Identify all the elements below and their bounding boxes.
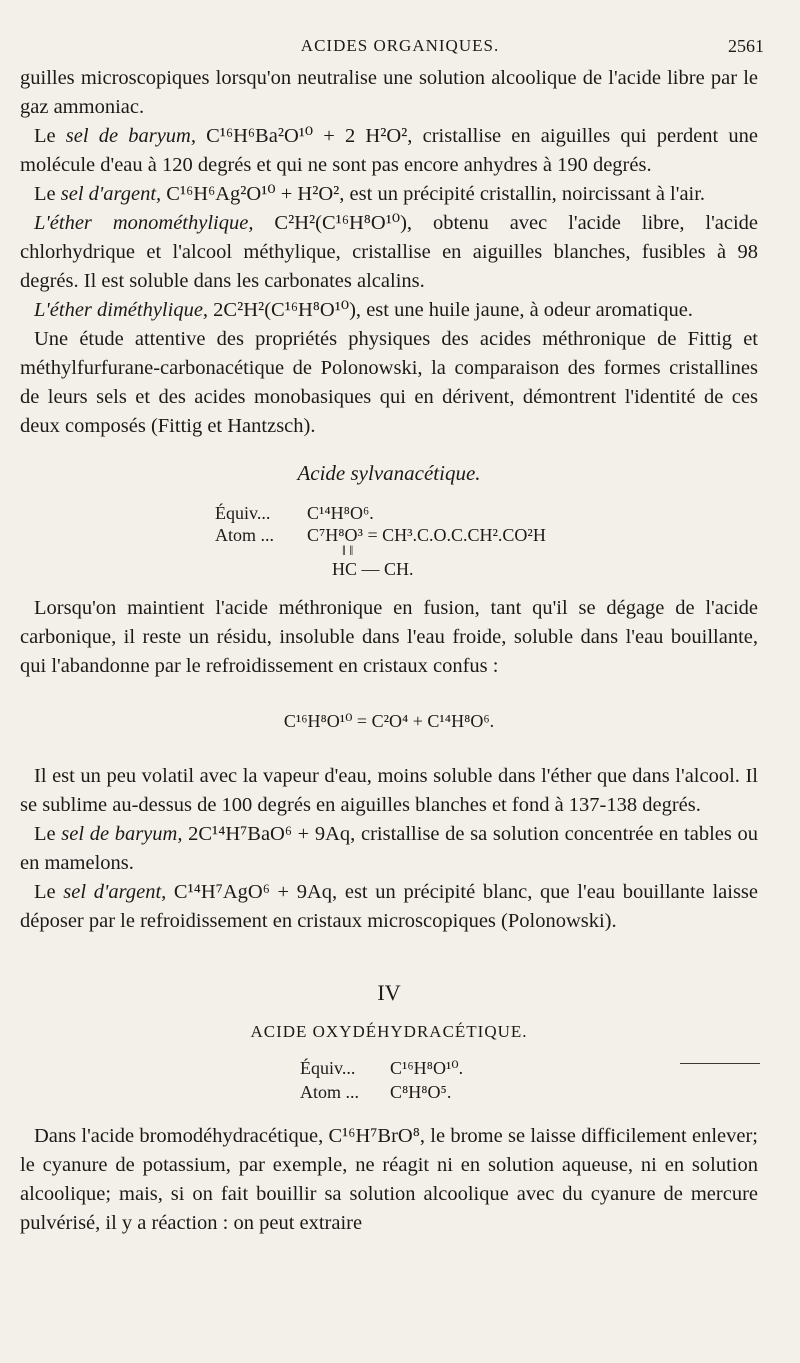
running-title: ACIDES ORGANIQUES.	[300, 36, 500, 55]
section-title-oxydehydracetic: ACIDE OXYDÉHYDRACÉTIQUE.	[250, 1022, 528, 1041]
formula-silver-salt: C¹⁴H⁷AgO⁶ + 9Aq,	[166, 881, 345, 903]
atom-value: C⁷H⁸O³ = CH³.C.O.C.CH².CO²H	[307, 525, 546, 545]
paragraph-bromo: Dans l'acide bromodéhydracétique, C¹⁶H⁷BrO⁸, le brome se laisse difficilement enlever; le cyanure de potassium, par exemple, ne réagit ni en solution aqueuse, ni en solution alcoolique; mais, si on fait bouillir sa solution alcoolique avec du cyanure de mercure pulvérisé, il y a réaction : on peut extraire	[20, 1125, 758, 1234]
equation-decomposition: C¹⁶H⁸O¹⁰ = C²O⁴ + C¹⁴H⁸O⁶.	[283, 711, 495, 731]
term-monomethyl-ether: L'éther monométhylique,	[34, 212, 254, 234]
atom-label: Atom ...	[300, 1082, 360, 1102]
paragraph-barium-salt-2	[20, 820, 758, 878]
text-rest: obtenu avec l'acide libre, l'acide chlorhydrique et l'alcool méthylique, cristallise en aiguilles blanches, fusibles à 98 degrés. Il est soluble dans les carbonates alcalins.	[20, 212, 759, 292]
paragraph-volatility: Il est un peu volatil avec la vapeur d'eau, moins soluble dans l'éther que dans l'alcool. Il se sublime au-dessus de 100 degrés en aiguilles blanches et fond à 137-138 degrés.	[20, 765, 758, 816]
equiv-value: C¹⁴H⁸O⁶.	[307, 503, 374, 523]
text-lead: Le	[34, 823, 62, 845]
formula-block-sylvanacetic	[215, 502, 758, 546]
paragraph-barium-salt	[20, 122, 758, 180]
page-number: 2561	[728, 36, 764, 56]
section-title-sylvanacetic: Acide sylvanacétique.	[297, 461, 481, 485]
text-rest: est une huile jaune, à odeur aromatique.	[366, 299, 693, 321]
equiv-value: C¹⁶H⁸O¹⁰.	[390, 1058, 464, 1078]
formula-barium-salt: 2C¹⁴H⁷BaO⁶ + 9Aq,	[182, 823, 361, 845]
paragraph-continued: guilles microscopiques lorsqu'on neutralise une solution alcoolique de l'acide libre par le gaz ammoniac.	[20, 67, 758, 118]
text-lead: Le	[34, 881, 64, 903]
formula-silver-salt: C¹⁶H⁶Ag²O¹⁰ + H²O²,	[161, 183, 350, 205]
page-body	[20, 64, 758, 1238]
text-rest: est un précipité cristallin, noircissant à l'air.	[349, 183, 706, 205]
equiv-label: Équiv...	[215, 503, 271, 523]
atom-label: Atom ...	[215, 525, 275, 545]
double-bond-marks: ‖ ‖	[342, 544, 354, 559]
paragraph-identity: Une étude attentive des propriétés physiques des acides méthronique de Fittig et méthylfurfurane-carbonacétique de Polonowski, la comparaison des formes cristallines de leurs sels et des acides monobasiques qui en dérivent, démontrent l'identité de ces deux composés (Fittig et Hantzsch).	[20, 328, 758, 437]
term-dimethyl-ether: L'éther diméthylique,	[34, 299, 209, 321]
term-barium-salt: sel de baryum,	[61, 823, 183, 845]
term-silver-salt: sel d'argent,	[63, 881, 167, 903]
separator-rule	[680, 1063, 760, 1064]
term-barium-salt: sel de baryum,	[65, 125, 196, 147]
paragraph-dimethyl-ether	[20, 296, 758, 325]
text-lead: Le	[34, 183, 61, 205]
bond-formula: HC — CH.	[332, 559, 414, 579]
section-number: IV	[377, 980, 401, 1005]
formula-monomethyl-ether: C²H²(C¹⁶H⁸O¹⁰),	[253, 212, 433, 234]
paragraph-monomethyl-ether	[20, 209, 758, 296]
text-rest: est un précipité blanc, que l'eau bouillante laisse déposer par le refroidissement en cristaux microscopiques (Polonowski).	[20, 881, 758, 932]
text-rest: cristallise en aiguilles qui perdent une molécule d'eau à 120 degrés et qui ne sont pas encore anhydres à 190 degrés.	[20, 125, 758, 176]
paragraph-silver-salt	[20, 180, 758, 209]
formula-dimethyl-ether: 2C²H²(C¹⁶H⁸O¹⁰),	[208, 299, 367, 321]
term-silver-salt: sel d'argent,	[60, 183, 162, 205]
text-lead: Le	[34, 125, 66, 147]
paragraph-fusion: Lorsqu'on maintient l'acide méthronique en fusion, tant qu'il se dégage de l'acide carbonique, il reste un résidu, insoluble dans l'eau froide, soluble dans l'eau bouillante, qui l'abandonne par le refroidissement en cristaux confus :	[20, 597, 758, 677]
page-header	[0, 36, 800, 60]
atom-value: C⁸H⁸O⁵.	[390, 1082, 452, 1102]
equiv-label: Équiv...	[300, 1058, 356, 1078]
paragraph-silver-salt-2	[20, 878, 758, 936]
formula-barium-salt: C¹⁶H⁶Ba²O¹⁰ + 2 H²O²,	[195, 125, 423, 147]
text-rest: cristallise de sa solution concentrée en tables ou en mamelons.	[20, 823, 759, 874]
